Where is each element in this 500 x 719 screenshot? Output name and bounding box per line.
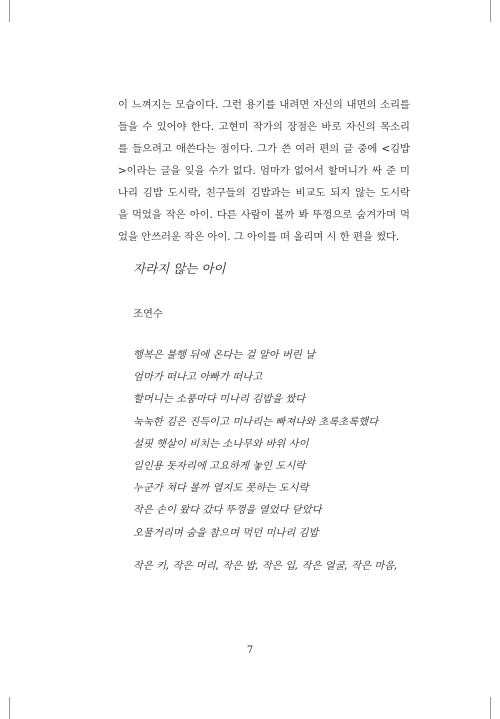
paragraph-line: 들을 수 있어야 한다. 고현미 작가의 장점은 바로 자신의 목소리	[118, 121, 410, 133]
paragraph-line: >이라는 글을 잊을 수가 없다. 엄마가 없어서 할머니가 싸 준 미	[118, 165, 410, 177]
poem-line: 설핏 햇살이 비치는 소나무와 바위 사이	[133, 437, 309, 450]
crop-mark-bottom-right	[490, 697, 491, 719]
poem-line: 행복은 불행 뒤에 온다는 걸 알아 버린 날	[133, 349, 316, 361]
poem-line: 엄마가 떠나고 아빠가 떠나고	[133, 371, 263, 384]
paragraph-line: 이 느껴지는 모습이다. 그런 용기를 내려면 자신의 내면의 소리를	[118, 99, 410, 111]
poem-author: 조연수	[133, 308, 163, 320]
poem-line: 눅눅한 김은 진득이고 미나리는 빠져나와 초록초록했다	[133, 415, 379, 428]
paragraph-line: 었을 안쓰러운 작은 아이. 그 아이를 떠 올리며 시 한 편을 썼다.	[118, 231, 400, 243]
poem-line: 오물거리며 숨을 참으며 먹던 미나리 김밥	[133, 526, 319, 539]
poem-line: 작은 손이 왔다 갔다 뚜껑을 열었다 닫았다	[133, 504, 322, 517]
body-paragraph	[118, 94, 410, 248]
crop-mark-top-left	[9, 0, 10, 22]
poem-body	[133, 344, 423, 544]
poem-line: 일인용 돗자리에 고요하게 놓인 도시락	[133, 459, 306, 472]
page-number: 7	[246, 645, 254, 656]
paragraph-line: 을 먹었을 작은 아이. 다른 사람이 볼까 봐 뚜껑으로 숨겨가며 먹	[118, 209, 410, 221]
paragraph-line: 를 들으려고 애쓴다는 점이다. 그가 쓴 여러 편의 글 중에 <김밥	[118, 143, 410, 155]
paragraph-line: 나리 김밥 도시락, 친구들의 김밥과는 비교도 되지 않는 도시락	[118, 187, 410, 199]
poem-last-stanza: 작은 키, 작은 머리, 작은 밥, 작은 입, 작은 얼굴, 작은 마음,	[133, 560, 398, 572]
poem-line: 누군가 쳐다 볼까 열지도 못하는 도시락	[133, 482, 309, 495]
crop-mark-bottom-left	[9, 697, 10, 719]
poem-title: 자라지 않는 아이	[133, 261, 226, 276]
poem-line: 할머니는 소풍마다 미나리 김밥을 쌌다	[133, 393, 306, 406]
crop-mark-top-right	[490, 0, 491, 22]
